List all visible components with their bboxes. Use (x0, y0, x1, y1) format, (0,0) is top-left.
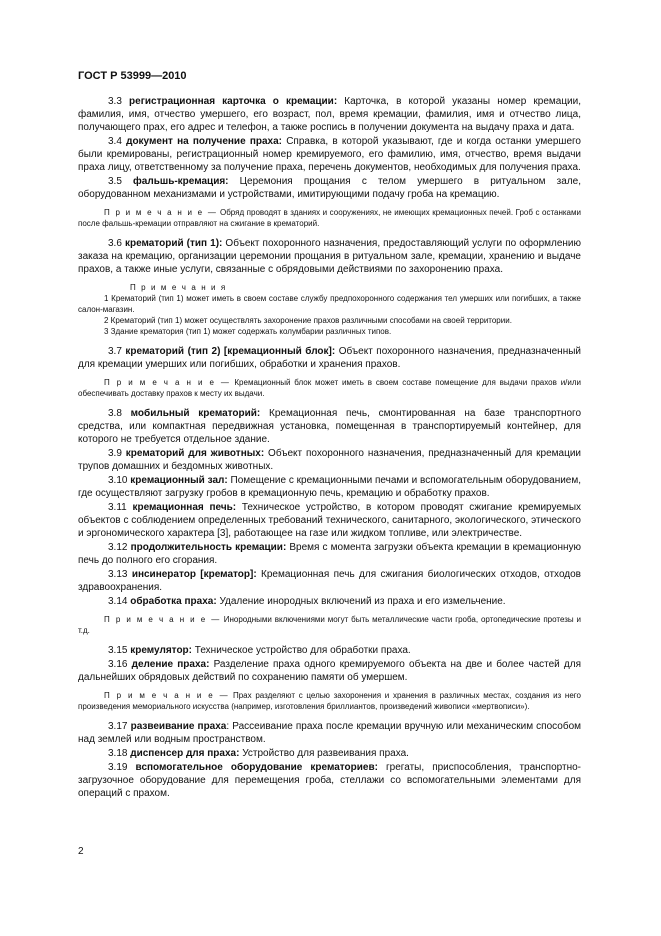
section-num: 3.16 (108, 659, 128, 670)
term: деление праха: (131, 659, 210, 670)
section-3-18 (78, 747, 581, 760)
page-number: 2 (78, 846, 84, 857)
term: обработка праха: (130, 596, 217, 607)
section-num: 3.12 (108, 542, 128, 553)
term: диспенсер для праха: (130, 748, 240, 759)
note-label: П р и м е ч а н и е — (104, 378, 231, 387)
section-3-14 (78, 595, 581, 608)
section-num: 3.19 (108, 762, 128, 773)
term: кремационная печь: (132, 502, 237, 513)
term: крематорий (тип 1): (124, 238, 223, 249)
section-3-10 (78, 474, 581, 500)
term: вспомогательное оборудование крематориев: (135, 762, 378, 773)
section-num: 3.14 (108, 596, 128, 607)
definition: Устройство для развеивания праха. (242, 748, 409, 759)
definition: Кремационная печь, смонтированная на базе транспортного средства, или компактная передвижная установка, помещенная в транспортируемый контейнер, для которого не требуется отдельное здание. (78, 408, 582, 445)
definition: Справка, в которой указывают, где и когда останки умершего были кремированы, регистрационный номер кремируемого, его фамилию, имя, отчество, время выдачи праха лицу, ответственному за получение праха, перечень документов, необходимых для получения праха. (78, 136, 581, 173)
definition: Карточка, в которой указаны номер кремации, фамилия, имя, отчество умершего, его возраст, пол, время кремации, фамилия, имя и отчество лица, получающего прах, его адрес и телефон, а также роспись в получении документа на выдачу праха и дата. (78, 96, 582, 133)
definition: Техническое устройство для обработки праха. (194, 645, 411, 656)
definition: Техническое устройство, в котором проводят сжигание кремируемых объектов с соблюдением определенных требований технического, санитарного, экологического, этического и эргономического характера [3], работающее на газе или жидком топливе, или электричестве. (78, 502, 582, 539)
note-item: 2 Крематорий (тип 1) может осуществлять захоронение прахов различными способами на своей территории. (104, 316, 512, 325)
notes-label: П р и м е ч а н и я (130, 283, 227, 292)
note (78, 207, 581, 229)
section-3-7 (78, 345, 581, 371)
section-num: 3.8 (108, 408, 122, 419)
term: фальшь-кремация: (133, 176, 229, 187)
term: документ на получение праха: (126, 136, 282, 147)
definition: Церемония прощания с телом умершего в ритуальном зале, оборудованном механизмами и устройствами, имитирующими подачу гроба на кремацию. (78, 176, 581, 200)
definition: грегаты, приспособления, транспортно-загрузочное оборудование для перемещения гроба, стеллажи со вспомогательными элементами для операций с прахом. (78, 762, 581, 799)
note-label: П р и м е ч а н и е — (104, 615, 221, 624)
section-num: 3.15 (108, 645, 128, 656)
term: регистрационная карточка о кремации: (129, 96, 338, 107)
definition: : Рассеивание праха после кремации вручную или механическим способом над землей или водным пространством. (78, 721, 581, 745)
note-text: Прах разделяют с целью захоронения и хранения в различных местах, создания из него произведения мемориального искусства (например, изготовления бриллиантов, произведений живописи «мертвописи»). (78, 691, 581, 711)
section-3-12 (78, 541, 581, 567)
section-3-9 (78, 447, 581, 473)
term: развеивание праха (130, 721, 227, 732)
note-item: 3 Здание крематория (тип 1) может содержать колумбарии различных типов. (104, 327, 392, 336)
definition: Объект похоронного назначения, предназначенный для кремации умерших или погибших, обработки и хранения прахов. (78, 346, 582, 370)
definition: Кремационная печь для сжигания биологических отходов, отходов здравоохранения. (78, 569, 581, 593)
note-label: П р и м е ч а н и е — (104, 208, 218, 217)
section-num: 3.10 (108, 475, 128, 486)
term: мобильный крематорий: (130, 408, 261, 419)
section-3-6 (78, 237, 581, 276)
definition: Разделение праха одного кремируемого объекта на две и более частей для дальнейших обрядовых действий по сохранению памяти об умершем. (78, 659, 582, 683)
section-num: 3.18 (108, 748, 128, 759)
section-num: 3.9 (108, 448, 122, 459)
definition: Время с момента загрузки объекта кремации в кремационную печь до полного его сгорания. (78, 542, 582, 566)
note-text: Обряд проводят в зданиях и сооружениях, не имеющих кремационных печей. Гроб с останками после фальшь-кремации отправляют на сжигание в крематорий. (78, 208, 581, 228)
note (78, 614, 581, 636)
section-num: 3.4 (108, 136, 122, 147)
section-3-8 (78, 407, 581, 446)
section-num: 3.11 (108, 502, 127, 513)
section-3-3 (78, 95, 581, 134)
section-3-11 (78, 501, 581, 540)
note-item: 1 Крематорий (тип 1) может иметь в своем составе службу предпохоронного содержания тел умерших или погибших, а также салон-магазин. (78, 294, 581, 314)
section-3-13 (78, 568, 581, 594)
section-3-5 (78, 175, 581, 201)
section-num: 3.17 (108, 721, 128, 732)
term: кремулятор: (130, 645, 192, 656)
term: крематорий (тип 2) [кремационный блок]: (125, 346, 336, 357)
note-text: Инородными включениями могут быть металлические части гроба, ортопедические протезы и т.д. (78, 615, 581, 635)
definition: Объект похоронного назначения, предназначенный для кремации трупов домашних и бездомных животных. (78, 448, 582, 472)
term: крематорий для животных: (125, 448, 265, 459)
section-num: 3.5 (108, 176, 122, 187)
section-3-15 (78, 644, 581, 657)
definition: Помещение с кремационными печами и вспомогательным оборудованием, где осуществляют загрузку гробов в кремационную печь, кремацию и обработку прахов. (78, 475, 582, 499)
definition: Удаление инородных включений из праха и его измельчение. (219, 596, 506, 607)
section-num: 3.13 (108, 569, 128, 580)
definition: Объект похоронного назначения, предоставляющий услуги по оформлению заказа на кремацию, организации церемонии прощания в ритуальном зале, кремации, хранению и выдаче прахов, а также иные услуги, связанные с обрядовыми действиями по захоронению праха. (78, 238, 582, 275)
document-body (78, 95, 581, 801)
section-3-17 (78, 720, 581, 746)
section-num: 3.6 (108, 238, 122, 249)
note (78, 377, 581, 399)
term: кремационный зал: (130, 475, 228, 486)
notes-list (78, 282, 581, 337)
section-3-16 (78, 658, 581, 684)
section-3-19 (78, 761, 581, 800)
section-num: 3.7 (108, 346, 122, 357)
section-3-4 (78, 135, 581, 174)
document-header: ГОСТ Р 53999—2010 (78, 70, 187, 82)
term: продолжительность кремации: (130, 542, 287, 553)
section-num: 3.3 (108, 96, 122, 107)
note (78, 690, 581, 712)
term: инсинератор [крематор]: (131, 569, 257, 580)
note-label: П р и м е ч а н и е — (104, 691, 230, 700)
note-text: Кремационный блок может иметь в своем составе помещение для выдачи прахов и/или обеспечивать доставку прахов к месту их выдачи. (78, 378, 581, 398)
